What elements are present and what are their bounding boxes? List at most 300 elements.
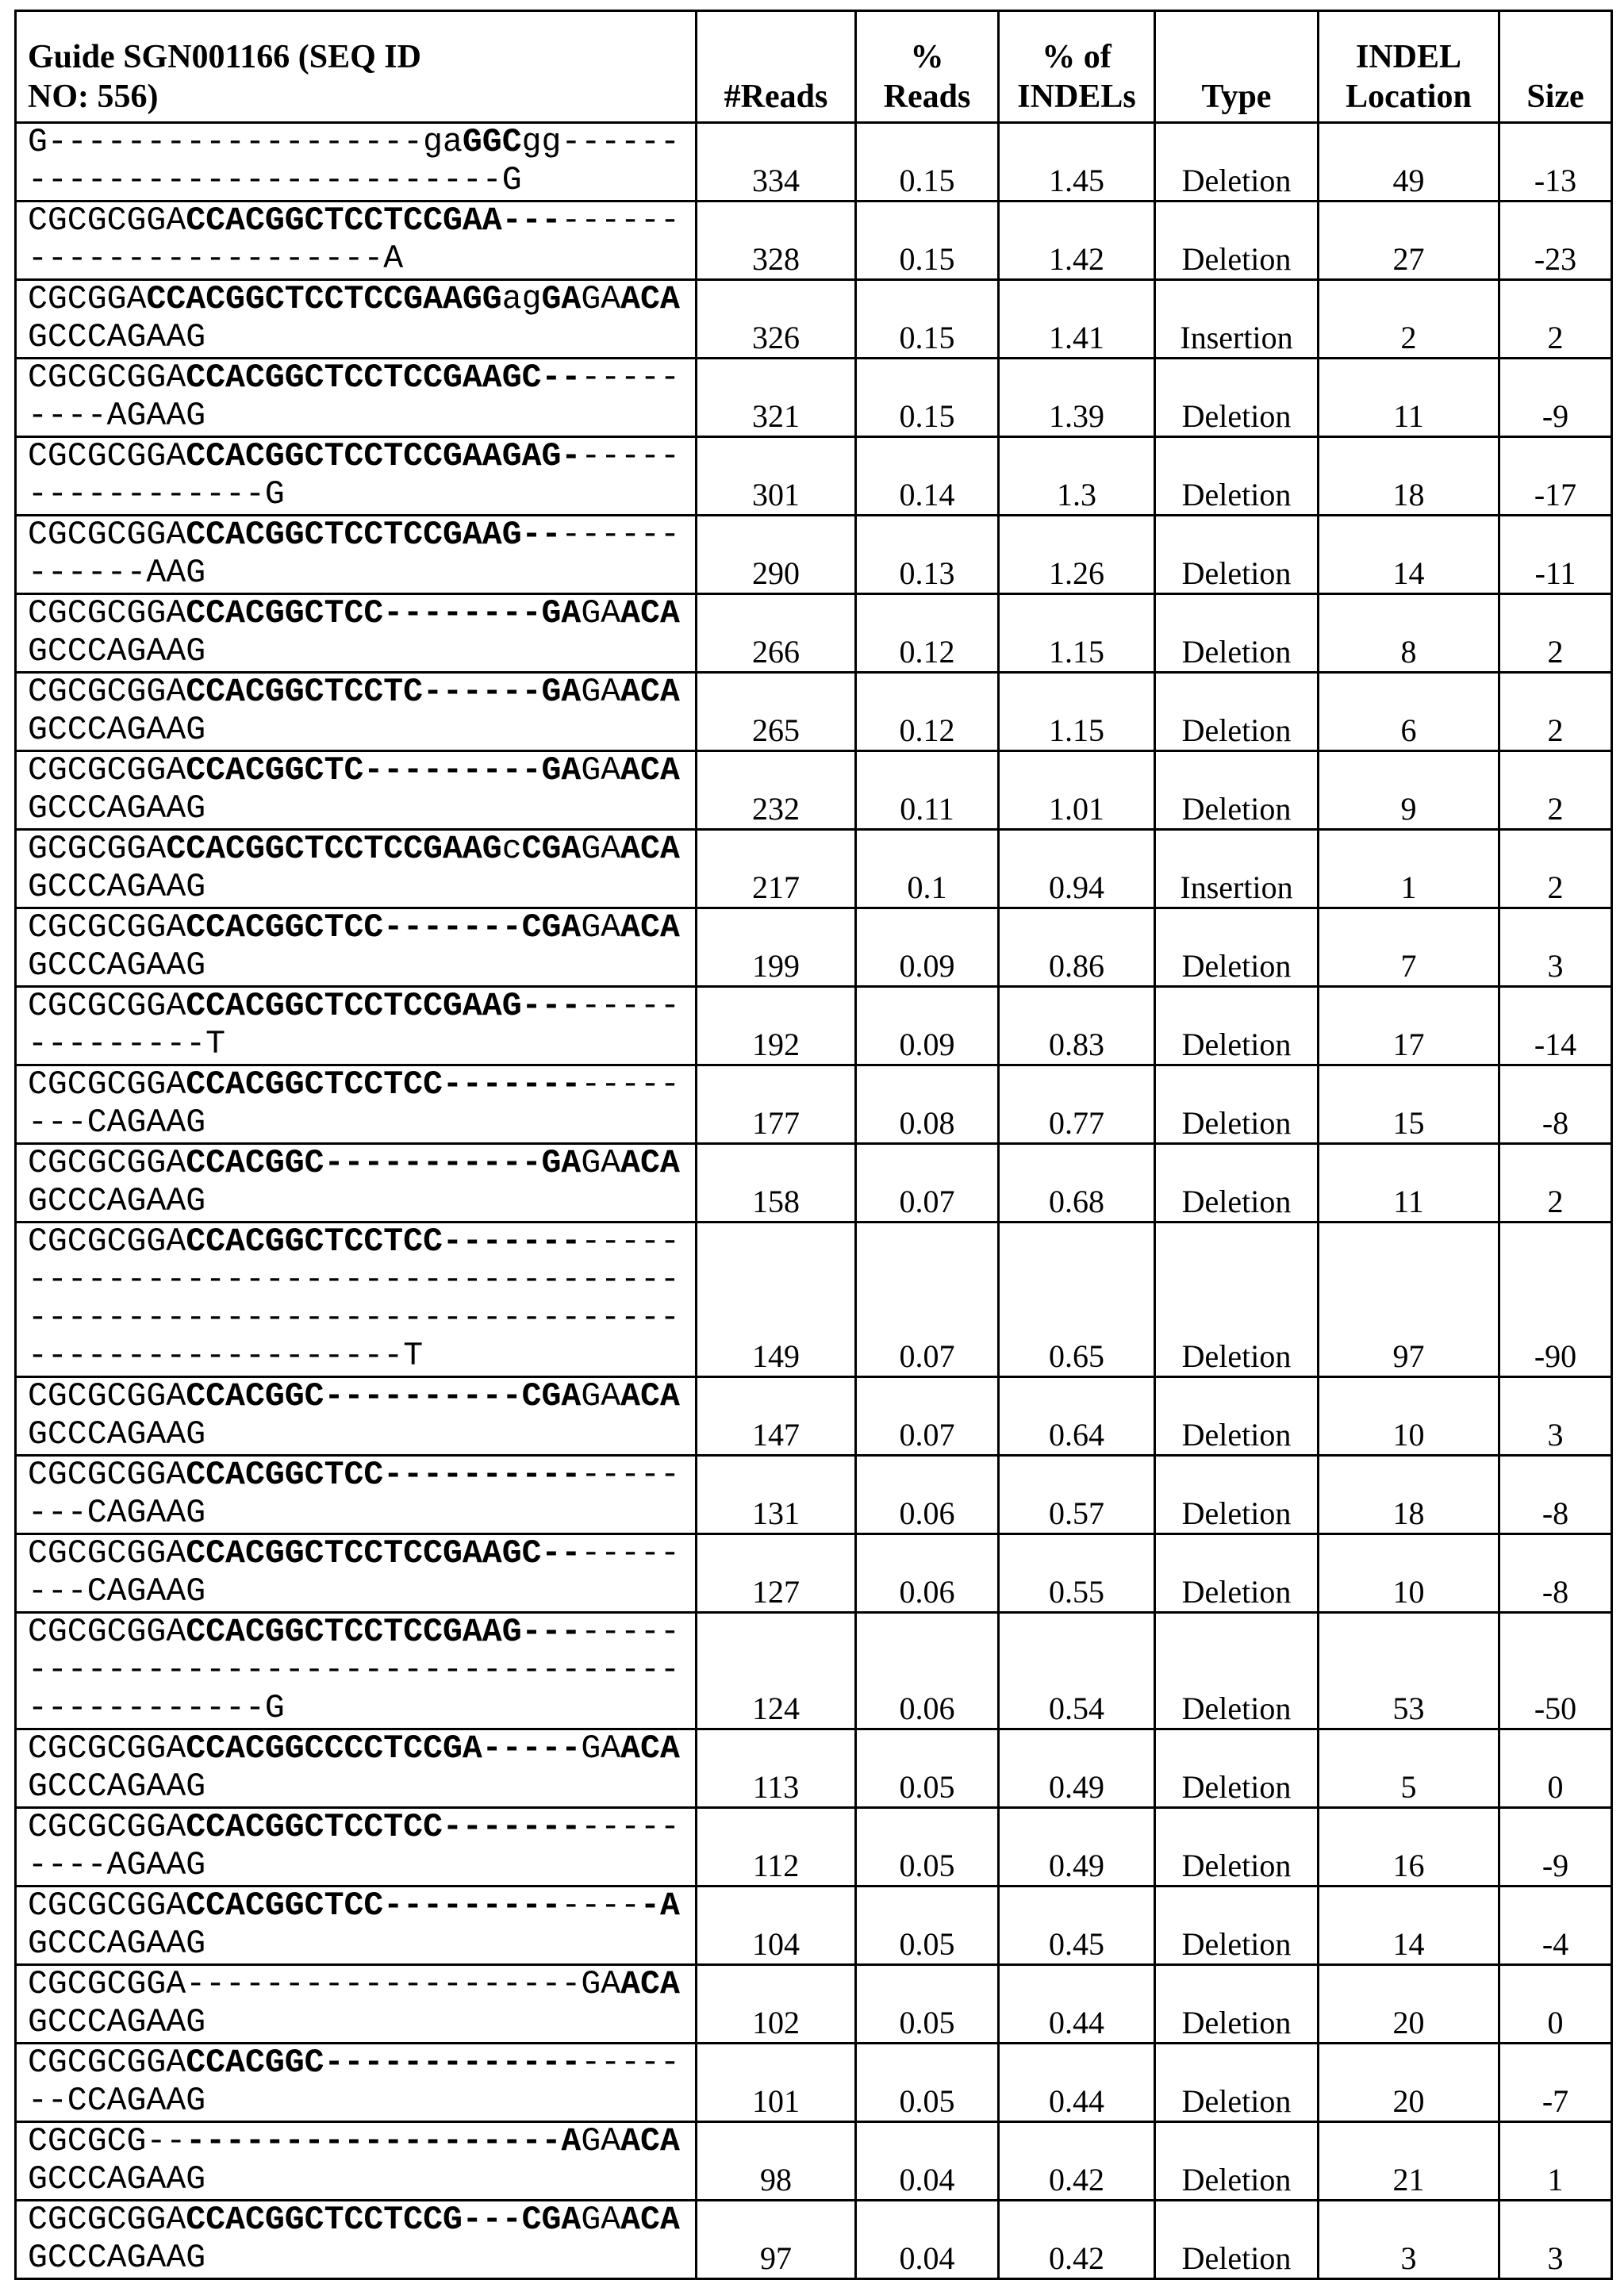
reads-cell: 328	[697, 202, 856, 280]
sequence-segment: CGCGCGGA	[28, 988, 186, 1025]
pct-reads-cell: 0.12	[856, 673, 999, 751]
sequence-segment-bold: ACA	[620, 909, 680, 946]
type-cell: Deletion	[1155, 437, 1319, 516]
sequence-line	[28, 2044, 692, 2082]
pct-indels-cell: 1.3	[999, 437, 1155, 516]
sequence-line	[28, 2161, 692, 2199]
sequence-segment-bold: CCACGGCTCC----------	[186, 1457, 581, 1494]
sequence-segment-bold: CCACGGCTCCTCCGAAGC--	[186, 1535, 581, 1572]
sequence-segment-bold: ACA	[620, 1378, 680, 1415]
sequence-line	[28, 633, 692, 671]
location-cell: 8	[1319, 594, 1499, 673]
type-cell: Deletion	[1155, 1965, 1319, 2044]
location-cell: 97	[1319, 1223, 1499, 1377]
reads-cell: 104	[697, 1887, 856, 1965]
sequence-line	[28, 1809, 692, 1847]
location-cell: 2	[1319, 280, 1499, 359]
type-cell: Insertion	[1155, 830, 1319, 908]
table-row	[16, 1887, 1612, 1965]
sequence-segment: GCCCAGAAG	[28, 2004, 205, 2041]
pct-reads-cell: 0.09	[856, 908, 999, 987]
sequence-line	[28, 359, 692, 397]
size-cell: 0	[1499, 1729, 1612, 1808]
sequence-segment-bold: CCACGGCTCCTCCGAAG---	[186, 1614, 581, 1651]
header-guide-line2: NO: 556)	[28, 79, 158, 115]
sequence-line	[28, 162, 692, 200]
sequence-segment-bold: CCACGGCTCC--------GA	[186, 595, 581, 632]
sequence-line	[28, 2082, 692, 2121]
sequence-line	[28, 831, 692, 869]
sequence-segment: ag	[502, 281, 542, 318]
location-cell: 6	[1319, 673, 1499, 751]
sequence-segment: CGCGCGGA	[28, 516, 186, 554]
sequence-segment: GCCCAGAAG	[28, 633, 205, 670]
type-cell: Deletion	[1155, 1887, 1319, 1965]
pct-reads-cell: 0.05	[856, 2044, 999, 2122]
size-cell: 0	[1499, 1965, 1612, 2044]
sequence-segment: -----	[581, 359, 680, 397]
pct-indels-cell: 0.42	[999, 2122, 1155, 2201]
sequence-line	[28, 869, 692, 907]
sequence-segment: -----	[581, 438, 680, 475]
sequence-segment: GCCCAGAAG	[28, 790, 205, 827]
sequence-segment-bold: GGC	[463, 124, 522, 161]
sequence-segment-bold: CCACGGC-------------	[186, 2044, 581, 2082]
sequence-line	[28, 1887, 692, 1925]
reads-cell: 266	[697, 594, 856, 673]
sequence-segment: GCCCAGAAG	[28, 1925, 205, 1963]
sequence-cell	[16, 280, 697, 359]
size-cell: -7	[1499, 2044, 1612, 2122]
size-cell: -90	[1499, 1223, 1612, 1377]
header-pct-reads-line2: Reads	[884, 79, 971, 115]
table-row	[16, 673, 1612, 751]
table-row	[16, 1965, 1612, 2044]
sequence-segment: -----	[581, 1457, 680, 1494]
sequence-line	[28, 1652, 692, 1690]
table-row	[16, 516, 1612, 594]
sequence-segment: -----	[581, 2044, 680, 2082]
sequence-segment-bold: ACA	[620, 2201, 680, 2239]
location-cell: 11	[1319, 359, 1499, 437]
sequence-cell	[16, 1377, 697, 1456]
sequence-line	[28, 1223, 692, 1261]
type-cell: Deletion	[1155, 1456, 1319, 1534]
type-cell: Deletion	[1155, 1223, 1319, 1377]
sequence-line	[28, 1925, 692, 1963]
pct-indels-cell: 1.01	[999, 751, 1155, 830]
sequence-line	[28, 1145, 692, 1183]
sequence-cell	[16, 1144, 697, 1223]
sequence-segment: GA	[581, 2201, 620, 2239]
sequence-line	[28, 1261, 692, 1299]
pct-indels-cell: 1.15	[999, 594, 1155, 673]
sequence-segment: -----	[581, 1809, 680, 1846]
type-cell: Deletion	[1155, 2044, 1319, 2122]
sequence-segment-bold: CGA	[522, 831, 582, 868]
location-cell: 10	[1319, 1534, 1499, 1613]
sequence-line	[28, 1614, 692, 1652]
sequence-line	[28, 1690, 692, 1728]
type-cell: Deletion	[1155, 202, 1319, 280]
location-cell: 9	[1319, 751, 1499, 830]
pct-indels-cell: 0.68	[999, 1144, 1155, 1223]
size-cell: -17	[1499, 437, 1612, 516]
sequence-line	[28, 124, 692, 162]
sequence-segment: CGCGCGGA	[28, 595, 186, 632]
size-cell: 2	[1499, 673, 1612, 751]
reads-cell: 147	[697, 1377, 856, 1456]
sequence-segment-bold: CCACGGCTCCTCCGAAG--	[186, 516, 561, 554]
sequence-cell	[16, 1223, 697, 1377]
sequence-line	[28, 1457, 692, 1495]
table-row	[16, 751, 1612, 830]
sequence-segment-bold: ACA	[620, 1730, 680, 1768]
header-pct-reads	[856, 11, 999, 123]
pct-reads-cell: 0.15	[856, 359, 999, 437]
sequence-segment: GCCCAGAAG	[28, 2161, 205, 2198]
location-cell: 11	[1319, 1144, 1499, 1223]
sequence-cell	[16, 751, 697, 830]
sequence-cell	[16, 987, 697, 1065]
size-cell: -9	[1499, 1808, 1612, 1887]
sequence-segment: -----	[581, 1223, 680, 1261]
sequence-segment: --	[146, 2123, 186, 2160]
sequence-line	[28, 1299, 692, 1338]
pct-indels-cell: 0.86	[999, 908, 1155, 987]
sequence-segment: ------	[561, 202, 679, 240]
sequence-segment: GA	[581, 281, 620, 318]
sequence-segment: GA	[581, 1966, 620, 2003]
size-cell: 2	[1499, 594, 1612, 673]
location-cell: 14	[1319, 516, 1499, 594]
reads-cell: 199	[697, 908, 856, 987]
location-cell: 18	[1319, 1456, 1499, 1534]
sequence-segment-bold: CCACGGCTCCTCCGAAGC--	[186, 359, 581, 397]
size-cell: -13	[1499, 123, 1612, 202]
sequence-segment: CGCGCGGA	[28, 1066, 186, 1104]
sequence-line	[28, 1768, 692, 1806]
sequence-line	[28, 674, 692, 712]
header-size-label: Size	[1526, 79, 1584, 115]
sequence-segment-bold: -------------------A	[186, 2123, 581, 2160]
sequence-segment: CGCGCGGA	[28, 1457, 186, 1494]
sequence-cell	[16, 1613, 697, 1729]
pct-reads-cell: 0.15	[856, 280, 999, 359]
sequence-line	[28, 516, 692, 555]
sequence-line	[28, 947, 692, 985]
sequence-segment: CGCGCGGA	[28, 752, 186, 789]
sequence-segment-bold: CCACGGCTCCTC------GA	[186, 674, 581, 711]
sequence-cell	[16, 1729, 697, 1808]
table-row	[16, 1534, 1612, 1613]
size-cell: -9	[1499, 359, 1612, 437]
sequence-segment: ------AAG	[28, 555, 205, 592]
reads-cell: 290	[697, 516, 856, 594]
table-row	[16, 2044, 1612, 2122]
pct-reads-cell: 0.07	[856, 1223, 999, 1377]
sequence-segment-bold: CCACGGCTC---------GA	[186, 752, 581, 789]
sequence-segment: CGCGCGGA	[28, 1966, 186, 2003]
sequence-segment: GA	[581, 2123, 620, 2160]
sequence-cell	[16, 437, 697, 516]
sequence-segment: ------------------------	[28, 162, 502, 199]
sequence-segment-bold: ACA	[620, 2123, 680, 2160]
pct-reads-cell: 0.04	[856, 2201, 999, 2279]
pct-reads-cell: 0.05	[856, 1808, 999, 1887]
pct-reads-cell: 0.13	[856, 516, 999, 594]
sequence-segment-bold: CCACGGCTCCTCC-------	[186, 1223, 581, 1261]
sequence-segment: CGCGCGGA	[28, 1223, 186, 1261]
sequence-line	[28, 1378, 692, 1416]
location-cell: 20	[1319, 1965, 1499, 2044]
sequence-line	[28, 438, 692, 476]
table-body	[16, 123, 1612, 2279]
type-cell: Deletion	[1155, 516, 1319, 594]
pct-indels-cell: 0.49	[999, 1808, 1155, 1887]
pct-reads-cell: 0.15	[856, 202, 999, 280]
sequence-segment: GA	[581, 595, 620, 632]
table-row	[16, 987, 1612, 1065]
reads-cell: 232	[697, 751, 856, 830]
sequence-line	[28, 1535, 692, 1573]
sequence-line	[28, 595, 692, 633]
sequence-segment: GCCCAGAAG	[28, 712, 205, 749]
sequence-segment: ---------------------------------	[28, 1299, 680, 1337]
sequence-line	[28, 1183, 692, 1221]
sequence-segment: CGCGCGGA	[28, 674, 186, 711]
pct-indels-cell: 0.44	[999, 2044, 1155, 2122]
reads-cell: 321	[697, 359, 856, 437]
sequence-segment: ---CAGAAG	[28, 1104, 205, 1142]
sequence-cell	[16, 1887, 697, 1965]
sequence-cell	[16, 1065, 697, 1144]
pct-reads-cell: 0.15	[856, 123, 999, 202]
sequence-segment: CGCGCGGA	[28, 1614, 186, 1651]
size-cell: 2	[1499, 280, 1612, 359]
pct-reads-cell: 0.05	[856, 1965, 999, 2044]
sequence-line	[28, 397, 692, 436]
pct-reads-cell: 0.09	[856, 987, 999, 1065]
sequence-segment-bold: CCACGGCTCCTCC-------	[186, 1809, 581, 1846]
sequence-segment: c	[502, 831, 522, 868]
size-cell: -8	[1499, 1065, 1612, 1144]
sequence-line	[28, 909, 692, 947]
pct-reads-cell: 0.07	[856, 1144, 999, 1223]
pct-reads-cell: 0.06	[856, 1456, 999, 1534]
sequence-segment: CGCGCG	[28, 2123, 146, 2160]
sequence-segment: CGCGGA	[28, 281, 146, 318]
reads-cell: 301	[697, 437, 856, 516]
pct-indels-cell: 0.45	[999, 1887, 1155, 1965]
reads-cell: 112	[697, 1808, 856, 1887]
pct-reads-cell: 0.14	[856, 437, 999, 516]
sequence-line	[28, 2123, 692, 2161]
size-cell: 3	[1499, 1377, 1612, 1456]
pct-reads-cell: 0.06	[856, 1613, 999, 1729]
table-row	[16, 437, 1612, 516]
sequence-cell	[16, 202, 697, 280]
table-row	[16, 280, 1612, 359]
header-location-line1: INDEL	[1356, 39, 1461, 75]
sequence-cell	[16, 2122, 697, 2201]
location-cell: 20	[1319, 2044, 1499, 2122]
pct-indels-cell: 0.94	[999, 830, 1155, 908]
sequence-segment-bold: CCACGGCTCCTCCG---CGA	[186, 2201, 581, 2239]
pct-reads-cell: 0.12	[856, 594, 999, 673]
sequence-segment: GCCCAGAAG	[28, 947, 205, 985]
size-cell: -23	[1499, 202, 1612, 280]
size-cell: -50	[1499, 1613, 1612, 1729]
pct-reads-cell: 0.08	[856, 1065, 999, 1144]
location-cell: 27	[1319, 202, 1499, 280]
table-row	[16, 908, 1612, 987]
sequence-cell	[16, 1456, 697, 1534]
sequence-segment: ------------	[28, 1690, 265, 1727]
sequence-segment: ---CAGAAG	[28, 1573, 205, 1610]
type-cell: Deletion	[1155, 1144, 1319, 1223]
type-cell: Deletion	[1155, 1613, 1319, 1729]
sequence-cell	[16, 359, 697, 437]
reads-cell: 124	[697, 1613, 856, 1729]
table-row	[16, 1223, 1612, 1377]
sequence-segment: GCCCAGAAG	[28, 1416, 205, 1453]
sequence-segment: ------------------	[28, 240, 383, 278]
header-location-line2: Location	[1346, 79, 1472, 115]
sequence-segment: GA	[581, 674, 620, 711]
sequence-segment: ------	[561, 516, 679, 554]
type-cell: Deletion	[1155, 987, 1319, 1065]
sequence-segment: GA	[581, 1378, 620, 1415]
pct-indels-cell: 0.42	[999, 2201, 1155, 2279]
sequence-segment-bold: CCACGGC----------CGA	[186, 1378, 581, 1415]
sequence-line	[28, 2240, 692, 2278]
reads-cell: 149	[697, 1223, 856, 1377]
sequence-cell	[16, 594, 697, 673]
sequence-segment: GA	[581, 831, 620, 868]
sequence-segment: A	[383, 240, 403, 278]
location-cell: 7	[1319, 908, 1499, 987]
location-cell: 1	[1319, 830, 1499, 908]
pct-indels-cell: 0.65	[999, 1223, 1155, 1377]
sequence-segment: CGCGCGGA	[28, 1378, 186, 1415]
header-pct-indels	[999, 11, 1155, 123]
pct-indels-cell: 0.77	[999, 1065, 1155, 1144]
header-pct-reads-line1: %	[911, 39, 944, 75]
sequence-segment: GA	[581, 1145, 620, 1182]
sequence-segment: CGCGCGGA	[28, 2201, 186, 2239]
sequence-line	[28, 790, 692, 828]
pct-reads-cell: 0.05	[856, 1729, 999, 1808]
size-cell: -14	[1499, 987, 1612, 1065]
location-cell: 21	[1319, 2122, 1499, 2201]
header-guide	[16, 11, 697, 123]
sequence-segment: -------------------	[28, 1338, 403, 1375]
sequence-cell	[16, 123, 697, 202]
type-cell: Deletion	[1155, 123, 1319, 202]
header-type	[1155, 11, 1319, 123]
pct-reads-cell: 0.04	[856, 2122, 999, 2201]
sequence-segment: GCGCGGA	[28, 831, 166, 868]
reads-cell: 127	[697, 1534, 856, 1613]
reads-cell: 217	[697, 830, 856, 908]
sequence-segment: CGCGCGGA	[28, 909, 186, 946]
sequence-segment: ---------------------------------	[28, 1261, 680, 1299]
location-cell: 10	[1319, 1377, 1499, 1456]
sequence-segment: CGCGCGGA	[28, 1535, 186, 1572]
sequence-segment: G	[265, 1690, 285, 1727]
header-guide-line1: Guide SGN001166 (SEQ ID	[28, 39, 421, 75]
location-cell: 18	[1319, 437, 1499, 516]
sequence-segment-bold: CCACGGCTCCTCC-------	[186, 1066, 581, 1104]
sequence-line	[28, 1495, 692, 1533]
sequence-segment: CGCGCGGA	[28, 438, 186, 475]
table-row	[16, 594, 1612, 673]
sequence-segment: gg	[522, 124, 562, 161]
pct-indels-cell: 1.26	[999, 516, 1155, 594]
table-row	[16, 1144, 1612, 1223]
sequence-segment-bold: ACA	[620, 1145, 680, 1182]
sequence-segment: CGCGCGGA	[28, 1809, 186, 1846]
sequence-segment-bold: GA	[542, 281, 582, 318]
size-cell: 2	[1499, 830, 1612, 908]
size-cell: -8	[1499, 1534, 1612, 1613]
sequence-segment: ---------T	[28, 1026, 225, 1063]
type-cell: Deletion	[1155, 1729, 1319, 1808]
header-pct-indels-line2: INDELs	[1017, 79, 1135, 115]
sequence-line	[28, 1966, 692, 2004]
reads-cell: 265	[697, 673, 856, 751]
location-cell: 53	[1319, 1613, 1499, 1729]
size-cell: -11	[1499, 516, 1612, 594]
pct-indels-cell: 1.39	[999, 359, 1155, 437]
header-location	[1319, 11, 1499, 123]
sequence-line	[28, 319, 692, 357]
type-cell: Deletion	[1155, 673, 1319, 751]
sequence-segment: CGCGCGGA	[28, 359, 186, 397]
table-row	[16, 1456, 1612, 1534]
sequence-line	[28, 1847, 692, 1885]
sequence-segment-bold: ACA	[620, 752, 680, 789]
sequence-segment: -------------------	[48, 124, 423, 161]
sequence-cell	[16, 830, 697, 908]
size-cell: 2	[1499, 1144, 1612, 1223]
reads-cell: 131	[697, 1456, 856, 1534]
sequence-cell	[16, 1965, 697, 2044]
sequence-segment: ----	[561, 1887, 640, 1925]
location-cell: 14	[1319, 1887, 1499, 1965]
reads-cell: 158	[697, 1144, 856, 1223]
pct-indels-cell: 0.44	[999, 1965, 1155, 2044]
table-row	[16, 359, 1612, 437]
size-cell: 1	[1499, 2122, 1612, 2201]
sequence-segment: CGCGCGGA	[28, 2044, 186, 2082]
sequence-line	[28, 1338, 692, 1376]
sequence-segment: ga	[423, 124, 463, 161]
reads-cell: 334	[697, 123, 856, 202]
sequence-segment-bold: CCACGGCTCCTCCGAAGAG-	[186, 438, 581, 475]
table-row	[16, 1808, 1612, 1887]
sequence-segment: GCCCAGAAG	[28, 319, 205, 356]
table-row	[16, 1377, 1612, 1456]
sequence-cell	[16, 1808, 697, 1887]
reads-cell: 98	[697, 2122, 856, 2201]
sequence-segment: ---------------------------------	[28, 1652, 680, 1689]
header-size	[1499, 11, 1612, 123]
table-row	[16, 2122, 1612, 2201]
sequence-line	[28, 988, 692, 1026]
pct-indels-cell: 1.15	[999, 673, 1155, 751]
